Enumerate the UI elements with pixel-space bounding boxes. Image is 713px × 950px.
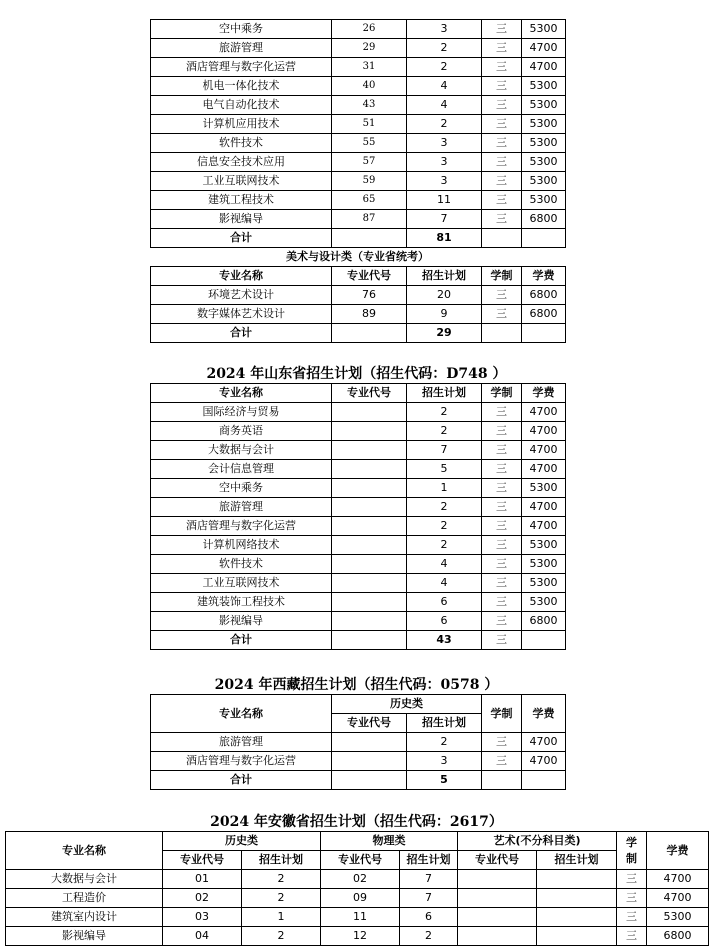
header-history-plan: 招生计划 (242, 851, 321, 870)
major-name-cell: 影视编导 (151, 612, 332, 631)
table-row (151, 517, 566, 536)
header-row (151, 267, 566, 286)
plan-cell: 6 (407, 612, 482, 631)
physics-code-cell: 02 (321, 870, 400, 889)
table-row (151, 422, 566, 441)
table-row (151, 210, 566, 229)
header-duration: 学制 (482, 695, 522, 733)
history-plan-cell: 2 (242, 927, 321, 946)
header-major-name: 专业名称 (151, 267, 332, 286)
header-major-code: 专业代号 (332, 384, 407, 403)
fee-cell: 5300 (522, 134, 566, 153)
major-code-cell (332, 460, 407, 479)
plan-cell: 9 (407, 305, 482, 324)
total-duration-cell (482, 324, 522, 343)
table-row (151, 574, 566, 593)
major-name-cell: 计算机网络技术 (151, 536, 332, 555)
header-plan: 招生计划 (407, 714, 482, 733)
total-label: 合计 (151, 631, 332, 650)
art-code-cell (458, 870, 537, 889)
major-name-cell: 建筑工程技术 (151, 191, 332, 210)
table-anhui (5, 831, 709, 946)
plan-cell: 7 (407, 210, 482, 229)
plan-cell: 2 (407, 39, 482, 58)
fee-cell: 5300 (522, 77, 566, 96)
duration-cell: 三 (482, 39, 522, 58)
fee-cell: 4700 (522, 752, 566, 771)
major-name-cell: 大数据与会计 (151, 441, 332, 460)
empty-cell (332, 771, 407, 790)
duration-cell: 三 (482, 96, 522, 115)
plan-cell: 3 (407, 153, 482, 172)
fee-cell: 4700 (522, 733, 566, 752)
total-value: 43 (407, 631, 482, 650)
major-code-cell: 87 (332, 210, 407, 229)
header-history: 历史类 (332, 695, 482, 714)
fee-cell: 6800 (522, 210, 566, 229)
total-duration-cell (482, 771, 522, 790)
fee-cell: 4700 (647, 870, 709, 889)
anhui-title: 2024 年安徽省招生计划（招生代码：2617） (210, 814, 503, 830)
header-art-plan: 招生计划 (537, 851, 617, 870)
plan-cell: 3 (407, 172, 482, 191)
table-row (6, 908, 709, 927)
table-row (151, 555, 566, 574)
duration-cell: 三 (482, 479, 522, 498)
header-duration: 学制 (482, 267, 522, 286)
major-name-cell: 酒店管理与数字化运营 (151, 58, 332, 77)
plan-cell: 20 (407, 286, 482, 305)
major-code-cell (332, 752, 407, 771)
table-row (6, 870, 709, 889)
header-duration-line1: 学 (626, 835, 637, 849)
header-fee: 学费 (522, 384, 566, 403)
header-fee: 学费 (522, 267, 566, 286)
header-major-name: 专业名称 (151, 384, 332, 403)
major-code-cell: 59 (332, 172, 407, 191)
history-plan-cell: 1 (242, 908, 321, 927)
table-row (151, 58, 566, 77)
table-row (151, 172, 566, 191)
duration-cell: 三 (482, 536, 522, 555)
total-value: 29 (407, 324, 482, 343)
major-code-cell: 40 (332, 77, 407, 96)
major-code-cell: 89 (332, 305, 407, 324)
fee-cell: 4700 (522, 58, 566, 77)
major-name-cell: 国际经济与贸易 (151, 403, 332, 422)
major-code-cell: 43 (332, 96, 407, 115)
duration-cell: 三 (482, 498, 522, 517)
plan-cell: 2 (407, 498, 482, 517)
table-row (151, 441, 566, 460)
major-name-cell: 会计信息管理 (151, 460, 332, 479)
fee-cell: 5300 (522, 20, 566, 39)
header-row-1 (6, 832, 709, 851)
major-name-cell: 软件技术 (151, 134, 332, 153)
table-tibet (150, 694, 566, 790)
plan-cell: 7 (407, 441, 482, 460)
major-name-cell: 计算机应用技术 (151, 115, 332, 134)
duration-cell: 三 (482, 172, 522, 191)
empty-cell (522, 631, 566, 650)
fee-cell: 6800 (522, 612, 566, 631)
plan-cell: 2 (407, 733, 482, 752)
header-row-1 (151, 695, 566, 714)
plan-cell: 4 (407, 96, 482, 115)
table-row (151, 305, 566, 324)
major-code-cell (332, 733, 407, 752)
major-name-cell: 酒店管理与数字化运营 (151, 752, 332, 771)
header-fee: 学费 (522, 695, 566, 733)
duration-cell: 三 (482, 286, 522, 305)
table-continued-plan (150, 19, 566, 248)
major-name-cell: 数字媒体艺术设计 (151, 305, 332, 324)
major-code-cell (332, 517, 407, 536)
fee-cell: 4700 (522, 460, 566, 479)
major-name-cell: 信息安全技术应用 (151, 153, 332, 172)
table-body (6, 870, 709, 946)
table-row (6, 927, 709, 946)
fee-cell: 4700 (522, 498, 566, 517)
major-name-cell: 空中乘务 (151, 20, 332, 39)
table-row (151, 403, 566, 422)
duration-cell: 三 (482, 517, 522, 536)
fee-cell: 6800 (522, 305, 566, 324)
major-code-cell (332, 555, 407, 574)
table-row (151, 191, 566, 210)
table-row (151, 115, 566, 134)
header-major-name: 专业名称 (151, 695, 332, 733)
physics-plan-cell: 7 (400, 870, 458, 889)
header-fee: 学费 (647, 832, 709, 870)
duration-cell: 三 (617, 870, 647, 889)
empty-cell (332, 229, 407, 248)
fee-cell: 6800 (522, 286, 566, 305)
duration-cell: 三 (482, 58, 522, 77)
art-plan-cell (537, 889, 617, 908)
table-body (151, 403, 566, 650)
history-plan-cell: 2 (242, 870, 321, 889)
fee-cell: 5300 (522, 555, 566, 574)
duration-cell: 三 (482, 574, 522, 593)
duration-cell: 三 (482, 593, 522, 612)
table-row (151, 733, 566, 752)
physics-code-cell: 11 (321, 908, 400, 927)
fee-cell: 4700 (522, 441, 566, 460)
major-name-cell: 建筑装饰工程技术 (151, 593, 332, 612)
fee-cell: 4700 (522, 422, 566, 441)
table-art-design (150, 266, 566, 343)
table-row (151, 77, 566, 96)
major-name-cell: 影视编导 (6, 927, 163, 946)
total-label: 合计 (151, 229, 332, 248)
header-duration-line2: 制 (626, 851, 637, 865)
art-section-subtitle: 美术与设计类（专业省统考） (286, 250, 429, 263)
plan-cell: 2 (407, 403, 482, 422)
plan-cell: 11 (407, 191, 482, 210)
header-major-name: 专业名称 (6, 832, 163, 870)
plan-cell: 3 (407, 20, 482, 39)
table-row (151, 593, 566, 612)
major-name-cell: 酒店管理与数字化运营 (151, 517, 332, 536)
table-row (6, 889, 709, 908)
major-name-cell: 旅游管理 (151, 498, 332, 517)
header-major-code: 专业代号 (332, 714, 407, 733)
plan-cell: 2 (407, 517, 482, 536)
table-body (151, 286, 566, 343)
major-name-cell: 电气自动化技术 (151, 96, 332, 115)
table-row (151, 536, 566, 555)
table-row (151, 479, 566, 498)
table-row (151, 498, 566, 517)
major-name-cell: 建筑室内设计 (6, 908, 163, 927)
major-name-cell: 工程造价 (6, 889, 163, 908)
fee-cell: 5300 (522, 479, 566, 498)
duration-cell: 三 (482, 612, 522, 631)
major-code-cell (332, 479, 407, 498)
duration-cell: 三 (482, 134, 522, 153)
duration-cell: 三 (482, 403, 522, 422)
art-plan-cell (537, 927, 617, 946)
header-physics: 物理类 (321, 832, 458, 851)
fee-cell: 5300 (522, 172, 566, 191)
fee-cell: 5300 (522, 153, 566, 172)
plan-cell: 4 (407, 555, 482, 574)
physics-plan-cell: 7 (400, 889, 458, 908)
plan-cell: 2 (407, 422, 482, 441)
major-name-cell: 商务英语 (151, 422, 332, 441)
table-row (151, 286, 566, 305)
header-art-code: 专业代号 (458, 851, 537, 870)
fee-cell: 5300 (522, 191, 566, 210)
table-row (151, 612, 566, 631)
duration-cell: 三 (482, 115, 522, 134)
empty-cell (332, 631, 407, 650)
total-value: 5 (407, 771, 482, 790)
plan-cell: 3 (407, 752, 482, 771)
header-row (151, 384, 566, 403)
duration-cell: 三 (482, 20, 522, 39)
total-row (151, 324, 566, 343)
duration-cell: 三 (482, 305, 522, 324)
duration-cell: 三 (482, 733, 522, 752)
physics-plan-cell: 6 (400, 908, 458, 927)
major-name-cell: 空中乘务 (151, 479, 332, 498)
total-row (151, 771, 566, 790)
major-code-cell: 55 (332, 134, 407, 153)
fee-cell: 4700 (647, 889, 709, 908)
history-plan-cell: 2 (242, 889, 321, 908)
major-code-cell: 51 (332, 115, 407, 134)
empty-cell (522, 771, 566, 790)
duration-cell: 三 (617, 908, 647, 927)
table-row (151, 20, 566, 39)
header-physics-code: 专业代号 (321, 851, 400, 870)
major-code-cell (332, 612, 407, 631)
plan-cell: 2 (407, 536, 482, 555)
major-code-cell: 76 (332, 286, 407, 305)
header-history-code: 专业代号 (163, 851, 242, 870)
total-label: 合计 (151, 771, 332, 790)
header-major-code: 专业代号 (332, 267, 407, 286)
table-body (151, 733, 566, 790)
fee-cell: 5300 (647, 908, 709, 927)
history-code-cell: 03 (163, 908, 242, 927)
table-row (151, 134, 566, 153)
table-row (151, 96, 566, 115)
fee-cell: 6800 (647, 927, 709, 946)
major-code-cell (332, 403, 407, 422)
major-code-cell: 57 (332, 153, 407, 172)
major-code-cell: 31 (332, 58, 407, 77)
total-duration-cell (482, 229, 522, 248)
major-code-cell (332, 422, 407, 441)
table-shandong (150, 383, 566, 650)
fee-cell: 4700 (522, 403, 566, 422)
header-duration: 学制 (482, 384, 522, 403)
major-code-cell (332, 593, 407, 612)
art-plan-cell (537, 908, 617, 927)
major-code-cell (332, 574, 407, 593)
duration-cell: 三 (482, 555, 522, 574)
empty-cell (332, 324, 407, 343)
duration-cell: 三 (482, 153, 522, 172)
major-name-cell: 工业互联网技术 (151, 574, 332, 593)
history-code-cell: 01 (163, 870, 242, 889)
duration-cell: 三 (482, 210, 522, 229)
duration-cell: 三 (617, 889, 647, 908)
table-row (151, 460, 566, 479)
table-row (151, 39, 566, 58)
fee-cell: 4700 (522, 39, 566, 58)
table-row (151, 752, 566, 771)
total-row (151, 229, 566, 248)
duration-cell: 三 (482, 752, 522, 771)
header-duration (617, 832, 647, 870)
major-code-cell: 29 (332, 39, 407, 58)
tibet-title: 2024 年西藏招生计划（招生代码：0578 ） (214, 677, 499, 693)
duration-cell: 三 (482, 191, 522, 210)
header-physics-plan: 招生计划 (400, 851, 458, 870)
physics-code-cell: 12 (321, 927, 400, 946)
header-history: 历史类 (163, 832, 321, 851)
fee-cell: 5300 (522, 593, 566, 612)
physics-code-cell: 09 (321, 889, 400, 908)
fee-cell: 5300 (522, 574, 566, 593)
physics-plan-cell: 2 (400, 927, 458, 946)
duration-cell: 三 (617, 927, 647, 946)
fee-cell: 5300 (522, 96, 566, 115)
shandong-title: 2024 年山东省招生计划（招生代码：D748 ） (206, 366, 507, 382)
fee-cell: 4700 (522, 517, 566, 536)
plan-cell: 2 (407, 115, 482, 134)
plan-cell: 4 (407, 77, 482, 96)
major-name-cell: 旅游管理 (151, 733, 332, 752)
major-code-cell (332, 536, 407, 555)
plan-cell: 6 (407, 593, 482, 612)
plan-cell: 2 (407, 58, 482, 77)
major-code-cell (332, 441, 407, 460)
major-name-cell: 影视编导 (151, 210, 332, 229)
major-name-cell: 工业互联网技术 (151, 172, 332, 191)
table-row (151, 153, 566, 172)
total-duration-cell: 三 (482, 631, 522, 650)
art-code-cell (458, 908, 537, 927)
major-name-cell: 环境艺术设计 (151, 286, 332, 305)
major-name-cell: 大数据与会计 (6, 870, 163, 889)
art-plan-cell (537, 870, 617, 889)
duration-cell: 三 (482, 422, 522, 441)
major-code-cell: 65 (332, 191, 407, 210)
major-code-cell: 26 (332, 20, 407, 39)
header-art: 艺术(不分科目类) (458, 832, 617, 851)
table-body (151, 20, 566, 248)
major-name-cell: 软件技术 (151, 555, 332, 574)
total-row (151, 631, 566, 650)
header-plan: 招生计划 (407, 384, 482, 403)
major-code-cell (332, 498, 407, 517)
plan-cell: 5 (407, 460, 482, 479)
history-code-cell: 04 (163, 927, 242, 946)
fee-cell: 5300 (522, 115, 566, 134)
art-code-cell (458, 889, 537, 908)
empty-cell (522, 324, 566, 343)
plan-cell: 4 (407, 574, 482, 593)
art-code-cell (458, 927, 537, 946)
fee-cell: 5300 (522, 536, 566, 555)
duration-cell: 三 (482, 441, 522, 460)
duration-cell: 三 (482, 460, 522, 479)
plan-cell: 3 (407, 134, 482, 153)
major-name-cell: 旅游管理 (151, 39, 332, 58)
header-plan: 招生计划 (407, 267, 482, 286)
plan-cell: 1 (407, 479, 482, 498)
total-value: 81 (407, 229, 482, 248)
history-code-cell: 02 (163, 889, 242, 908)
total-label: 合计 (151, 324, 332, 343)
major-name-cell: 机电一体化技术 (151, 77, 332, 96)
empty-cell (522, 229, 566, 248)
duration-cell: 三 (482, 77, 522, 96)
